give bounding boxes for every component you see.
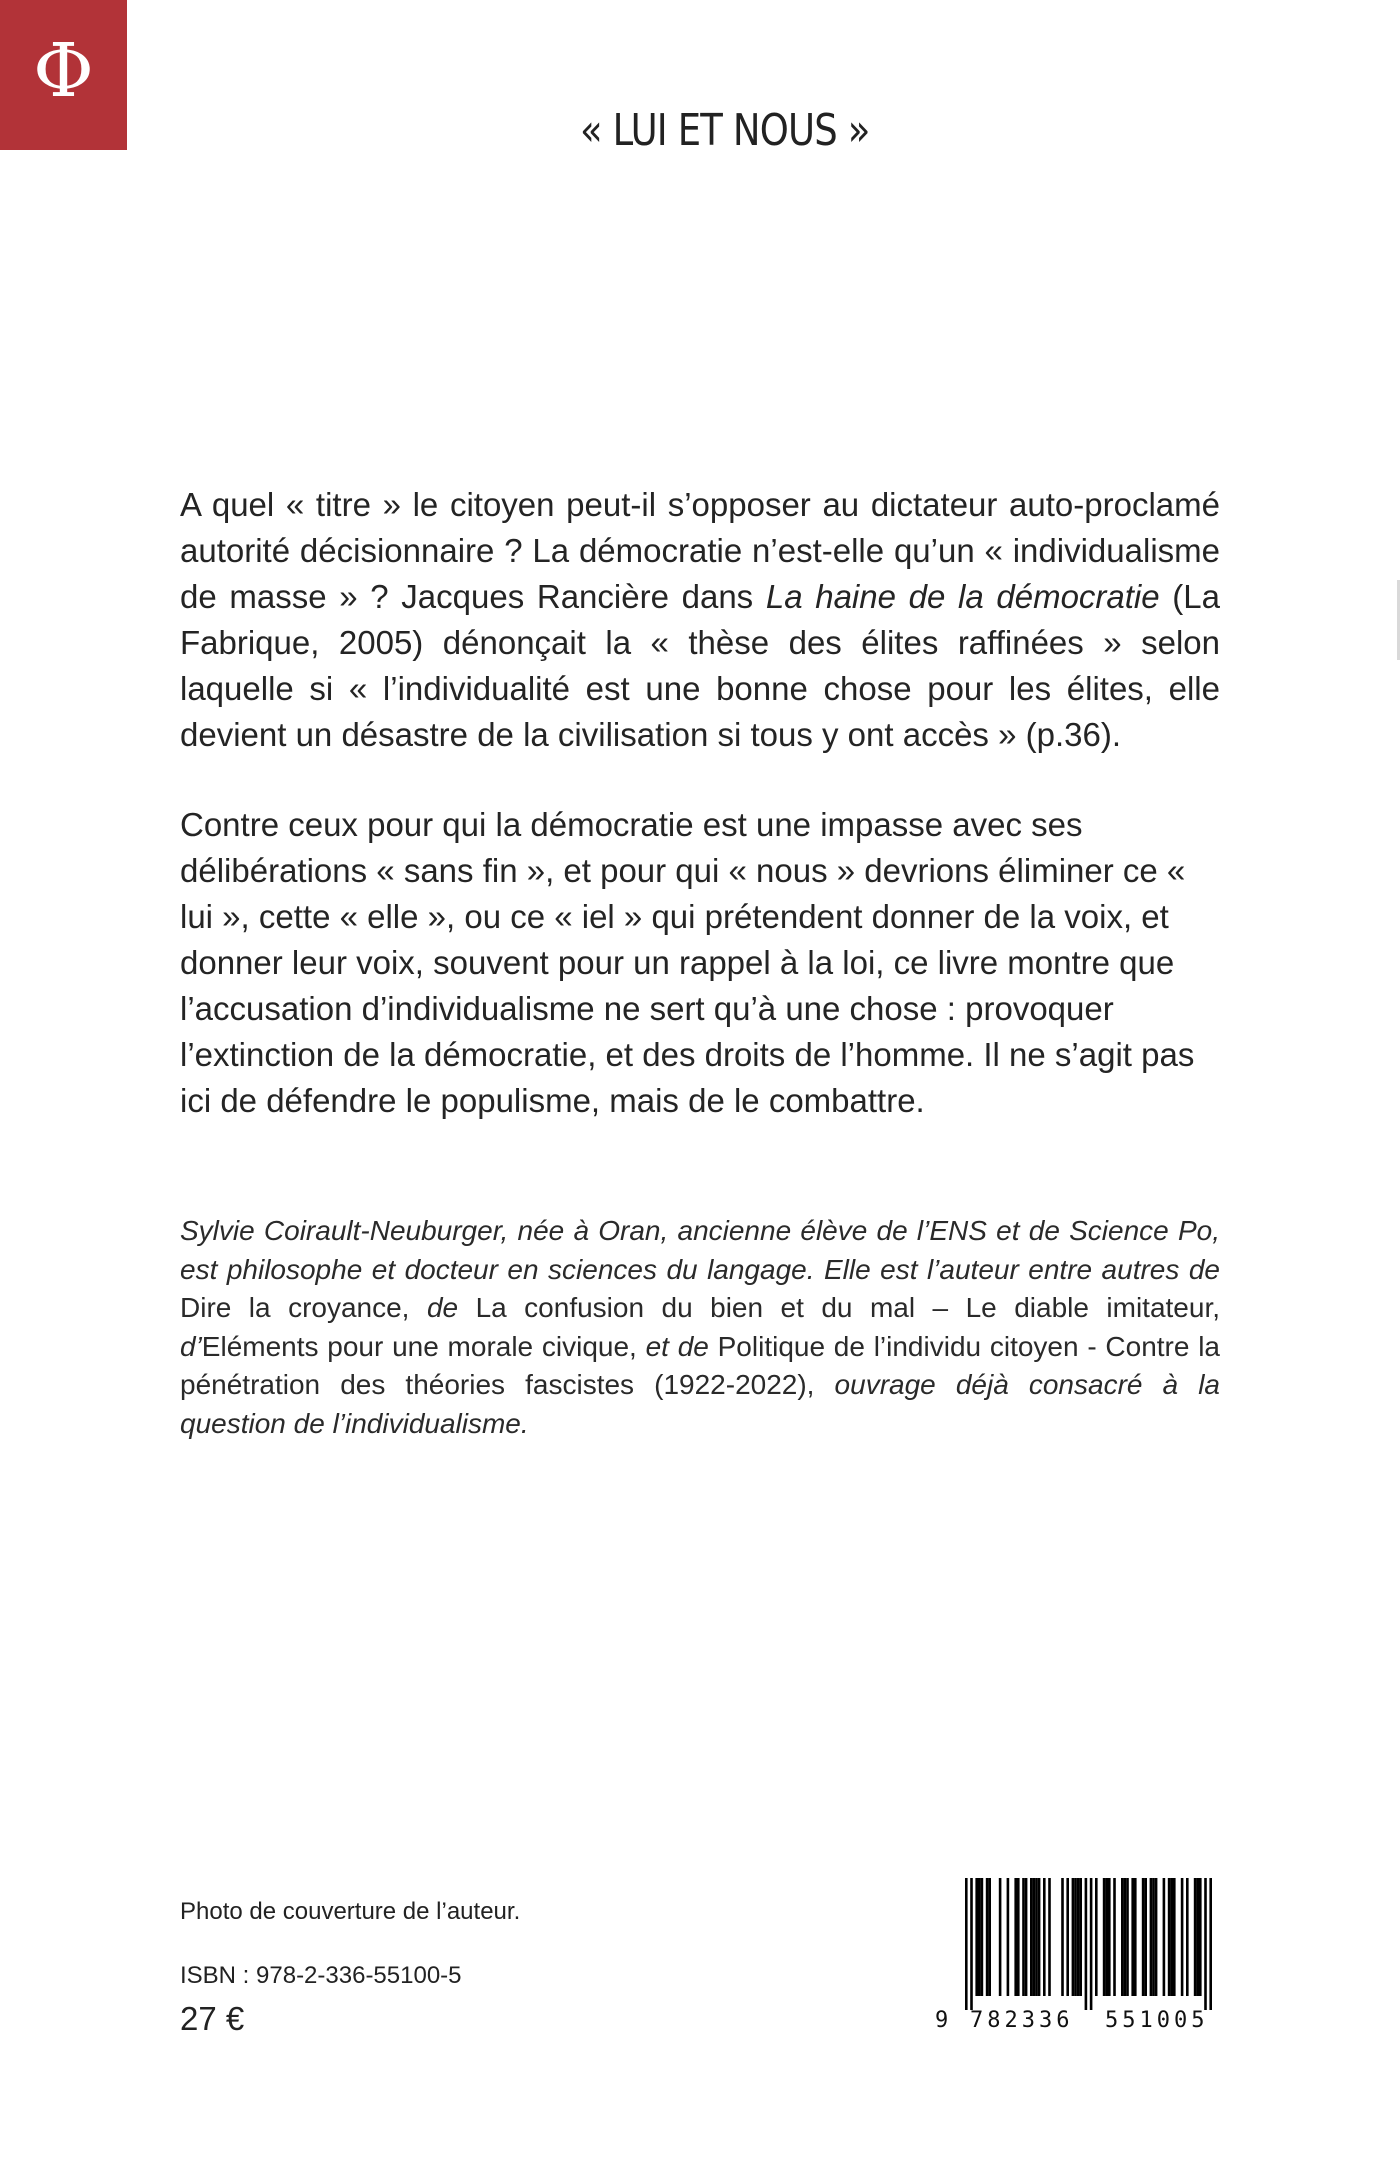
barcode-bar	[1033, 1878, 1036, 1996]
barcode-bar	[1095, 1878, 1098, 1996]
barcode-bar	[1196, 1878, 1199, 1996]
barcode-bar	[1150, 1878, 1153, 1996]
barcode-bar	[1108, 1878, 1111, 1996]
bio-work-1: Dire la croyance,	[180, 1292, 410, 1323]
bio-work-2: La confusion du bien et du mal – Le diable imitateur,	[475, 1292, 1221, 1323]
barcode-bar	[1113, 1878, 1116, 1996]
barcode-bar	[1048, 1878, 1051, 1996]
bio-work-4: Politique de l’individu citoyen - Contre la pénétration des théories fascistes (1922-2022),	[180, 1330, 1220, 1400]
barcode	[935, 1878, 1245, 2038]
barcode-bar	[1121, 1878, 1124, 1996]
bio-text-4: et de	[636, 1330, 718, 1362]
barcode-bar	[1072, 1878, 1075, 1996]
summary-text-1a: A quel « titre » le citoyen peut-il s’opposer au dictateur auto-proclamé autorité décisionnaire ? La démocratie n’est-elle qu’un « individualisme de masse » ? Jacques Rancière dans	[180, 486, 1220, 615]
barcode-bar	[1090, 1878, 1093, 2010]
barcode-bar	[1038, 1878, 1041, 1996]
barcode-bar	[1199, 1878, 1202, 1996]
barcode-bar	[1022, 1878, 1025, 1996]
barcode-bar	[1061, 1878, 1064, 1996]
barcode-bar	[1085, 1878, 1088, 2010]
barcode-bars	[935, 1878, 1245, 2013]
summary-paragraph-1	[180, 482, 1220, 758]
barcode-bar	[1014, 1878, 1017, 1996]
barcode-bar	[1152, 1878, 1155, 1996]
barcode-bar	[1163, 1878, 1166, 1996]
barcode-bar	[965, 1878, 968, 2010]
bio-work-3: Eléments pour une morale civique,	[201, 1330, 637, 1362]
barcode-bar	[978, 1878, 981, 1996]
barcode-bar	[975, 1878, 978, 1996]
publisher-logo	[0, 0, 127, 150]
bio-text-3: d’	[180, 1330, 202, 1362]
barcode-bar	[1035, 1878, 1038, 1996]
barcode-bar	[1134, 1878, 1137, 1996]
barcode-first-digit: 9	[935, 2008, 949, 2033]
barcode-bar	[1186, 1878, 1189, 1996]
bio-text-5: ouvrage déjà consacré à la question de l’individualisme.	[180, 1369, 1220, 1439]
barcode-bar	[1173, 1878, 1176, 1996]
barcode-right-digits: 551005	[1105, 2008, 1209, 2033]
author-bio	[180, 1212, 1220, 1443]
barcode-bar	[999, 1878, 1002, 1996]
barcode-bar	[1030, 1878, 1033, 1996]
isbn: ISBN : 978-2-336-55100-5	[180, 1962, 462, 1989]
barcode-bar	[1066, 1878, 1069, 1996]
barcode-bar	[1007, 1878, 1010, 1996]
barcode-bar	[1181, 1878, 1184, 1996]
summary-paragraph-2: Contre ceux pour qui la démocratie est une impasse avec ses délibérations « sans fin », et pour qui « nous » devrions éliminer ce « lui », cette « elle », ou ce « iel » qui prétendent donner de la voix, et donner leur voix, souvent pour un rappel à la loi, ce livre montre que l’accusation d’individualisme ne sert qu’à une chose : provoquer l’extinction de la démocratie, et des droits de l’homme. Il ne s’agit pas ici de défendre le populisme, mais de le combattre.	[180, 806, 1195, 1119]
barcode-bar	[988, 1878, 991, 1996]
barcode-bar	[1043, 1878, 1046, 1996]
barcode-bar	[986, 1878, 989, 1996]
book-title: « LUI ET NOUS »	[580, 105, 870, 156]
summary-text-1b: (La Fabrique, 2005) dénonçait la « thèse des élites raffinées » selon laquelle si « l’individualité est une bonne chose pour les élites, elle devient un désastre de la civilisation si tous y ont accès » (p.36).	[180, 578, 1220, 753]
barcode-bar	[1131, 1878, 1134, 1996]
price: 27 €	[180, 2000, 245, 2037]
barcode-left-digits: 782336	[970, 2008, 1074, 2033]
barcode-bar	[1142, 1878, 1145, 1996]
barcode-bar	[1126, 1878, 1129, 1996]
photo-credit: Photo de couverture de l’auteur.	[180, 1898, 521, 1925]
barcode-bar	[981, 1878, 984, 1996]
barcode-bar	[1204, 1878, 1207, 2010]
barcode-bar	[1025, 1878, 1028, 1996]
barcode-bar	[1124, 1878, 1127, 1996]
barcode-bar	[1079, 1878, 1082, 1996]
barcode-bar	[970, 1878, 973, 2010]
barcode-bar	[1168, 1878, 1171, 1996]
barcode-bar	[1155, 1878, 1158, 1996]
barcode-bar	[1103, 1878, 1106, 1996]
phi-logo-icon: Φ	[33, 28, 94, 114]
bio-text-2: de	[409, 1292, 476, 1323]
barcode-bar	[1170, 1878, 1173, 1996]
barcode-bar	[1077, 1878, 1080, 1996]
barcode-bar	[1194, 1878, 1197, 1996]
bio-text-1: Sylvie Coirault-Neuburger, née à Oran, ancienne élève de l’ENS et de Science Po, est philosophe et docteur en sciences du langage. Elle est l’auteur entre autres de	[180, 1215, 1220, 1285]
barcode-bar	[1209, 1878, 1212, 2010]
barcode-bar	[1017, 1878, 1020, 1996]
barcode-bar	[1105, 1878, 1108, 1996]
barcode-bar	[1144, 1878, 1147, 1996]
barcode-bar	[1074, 1878, 1077, 1996]
cited-work-title: La haine de la démocratie	[765, 578, 1160, 615]
